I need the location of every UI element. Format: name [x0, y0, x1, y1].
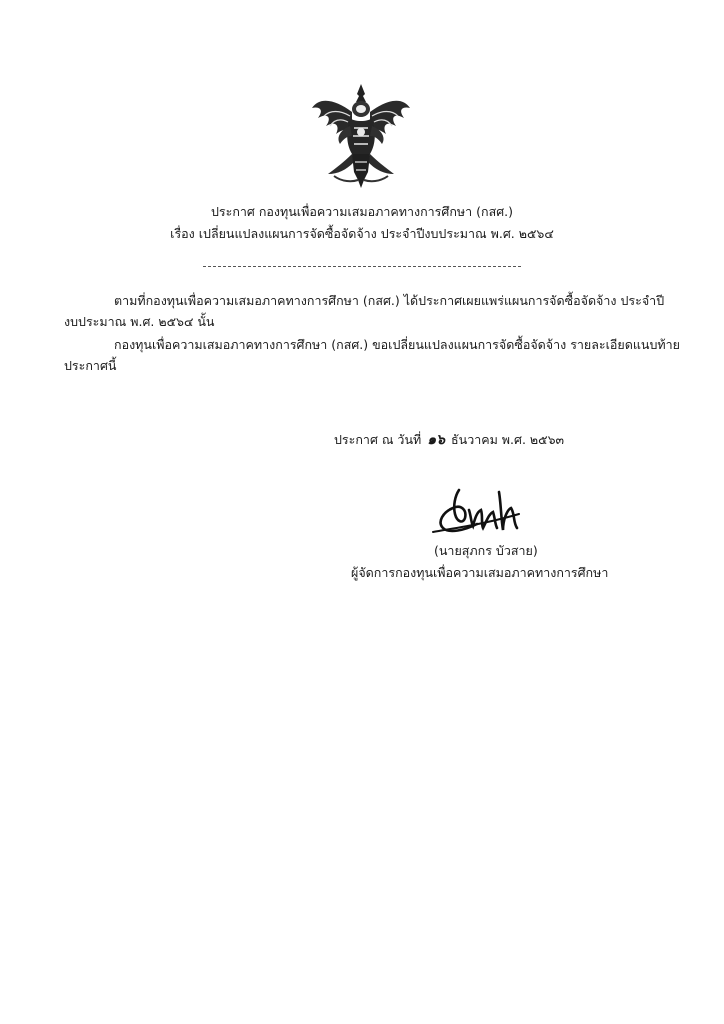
garuda-emblem-icon: [306, 82, 416, 190]
dashed-separator: [203, 266, 521, 267]
paragraph-2-line-2: ประกาศนี้: [64, 358, 117, 373]
paragraph-2-line-1: กองทุนเพื่อความเสมอภาคทางการศึกษา (กสศ.) ขอเปลี่ยนแปลงแผนการจัดซื้อจัดจ้าง รายละเอียดแนบท้าย: [114, 337, 680, 352]
signer-name: (นายสุภกร บัวสาย): [434, 543, 538, 558]
date-day: ๑๖: [427, 432, 446, 448]
paragraph-1-line-2: งบประมาณ พ.ศ. ๒๕๖๔ นั้น: [64, 314, 215, 329]
date-prefix: ประกาศ ณ วันที่: [334, 432, 422, 447]
announcement-subject: เรื่อง เปลี่ยนแปลงแผนการจัดซื้อจัดจ้าง ประจำปีงบประมาณ พ.ศ. ๒๕๖๔: [170, 226, 554, 241]
handwritten-signature-icon: [425, 484, 525, 540]
date-month-year: ธันวาคม พ.ศ. ๒๕๖๓: [451, 432, 565, 447]
announcement-title: ประกาศ กองทุนเพื่อความเสมอภาคทางการศึกษา (กสศ.): [210, 204, 513, 219]
signer-position: ผู้จัดการกองทุนเพื่อความเสมอภาคทางการศึกษา: [351, 565, 609, 580]
paragraph-1-line-1: ตามที่กองทุนเพื่อความเสมอภาคทางการศึกษา (กสศ.) ได้ประกาศเผยแพร่แผนการจัดซื้อจัดจ้าง ประจำปี: [114, 293, 665, 308]
announcement-date: [334, 432, 564, 448]
